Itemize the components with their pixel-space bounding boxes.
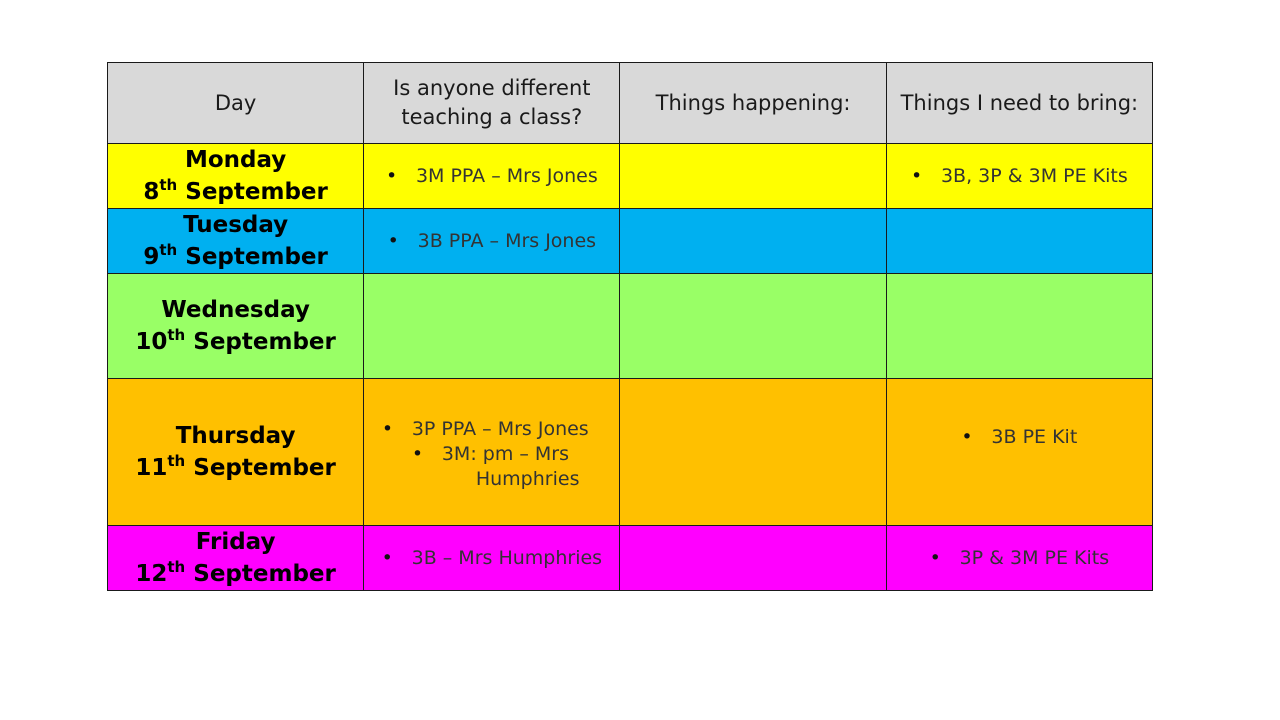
day-cell xyxy=(108,144,364,209)
row-wednesday xyxy=(108,274,1153,379)
list-item: • 3B – Mrs Humphries xyxy=(382,546,602,571)
day-date: 12th September xyxy=(135,558,336,587)
teaching-cell xyxy=(364,144,620,209)
day-date: 11th September xyxy=(135,452,336,481)
row-tuesday xyxy=(108,209,1153,274)
list-item: • 3B PPA – Mrs Jones xyxy=(388,229,596,254)
day-name: Wednesday xyxy=(161,297,310,323)
list-item: • 3B PE Kit xyxy=(961,425,1077,450)
day-cell xyxy=(108,379,364,526)
row-friday xyxy=(108,526,1153,591)
day-date: 10th September xyxy=(135,326,336,355)
header-row xyxy=(108,63,1153,144)
header-day: Day xyxy=(108,63,364,144)
day-date: 9th September xyxy=(143,241,328,270)
day-cell xyxy=(108,526,364,591)
list-item: • 3P PPA – Mrs Jones xyxy=(382,417,602,442)
bring-cell xyxy=(886,274,1152,379)
teaching-cell xyxy=(364,379,620,526)
day-name: Tuesday xyxy=(183,212,289,238)
happening-cell xyxy=(620,144,886,209)
bring-cell xyxy=(886,144,1152,209)
bring-cell xyxy=(886,209,1152,274)
teaching-cell xyxy=(364,274,620,379)
day-cell xyxy=(108,209,364,274)
day-cell xyxy=(108,274,364,379)
happening-cell xyxy=(620,274,886,379)
row-monday xyxy=(108,144,1153,209)
happening-cell xyxy=(620,379,886,526)
list-item: • 3M PPA – Mrs Jones xyxy=(386,164,598,189)
row-thursday xyxy=(108,379,1153,526)
day-date: 8th September xyxy=(143,176,328,205)
header-happening: Things happening: xyxy=(620,63,886,144)
header-teaching: Is anyone different teaching a class? xyxy=(364,63,620,144)
weekly-schedule-table xyxy=(107,62,1153,591)
happening-cell xyxy=(620,209,886,274)
list-item: • 3P & 3M PE Kits xyxy=(930,546,1110,571)
bring-cell xyxy=(886,526,1152,591)
list-item-continuation: Humphries xyxy=(475,468,580,490)
list-item: • 3M: pm – Mrs xyxy=(412,442,602,467)
day-name: Friday xyxy=(195,529,276,555)
day-name: Monday xyxy=(184,147,287,173)
teaching-cell xyxy=(364,526,620,591)
teaching-cell xyxy=(364,209,620,274)
bring-cell xyxy=(886,379,1152,526)
header-bring: Things I need to bring: xyxy=(886,63,1152,144)
day-name: Thursday xyxy=(175,423,296,449)
list-item: • 3B, 3P & 3M PE Kits xyxy=(911,164,1128,189)
happening-cell xyxy=(620,526,886,591)
